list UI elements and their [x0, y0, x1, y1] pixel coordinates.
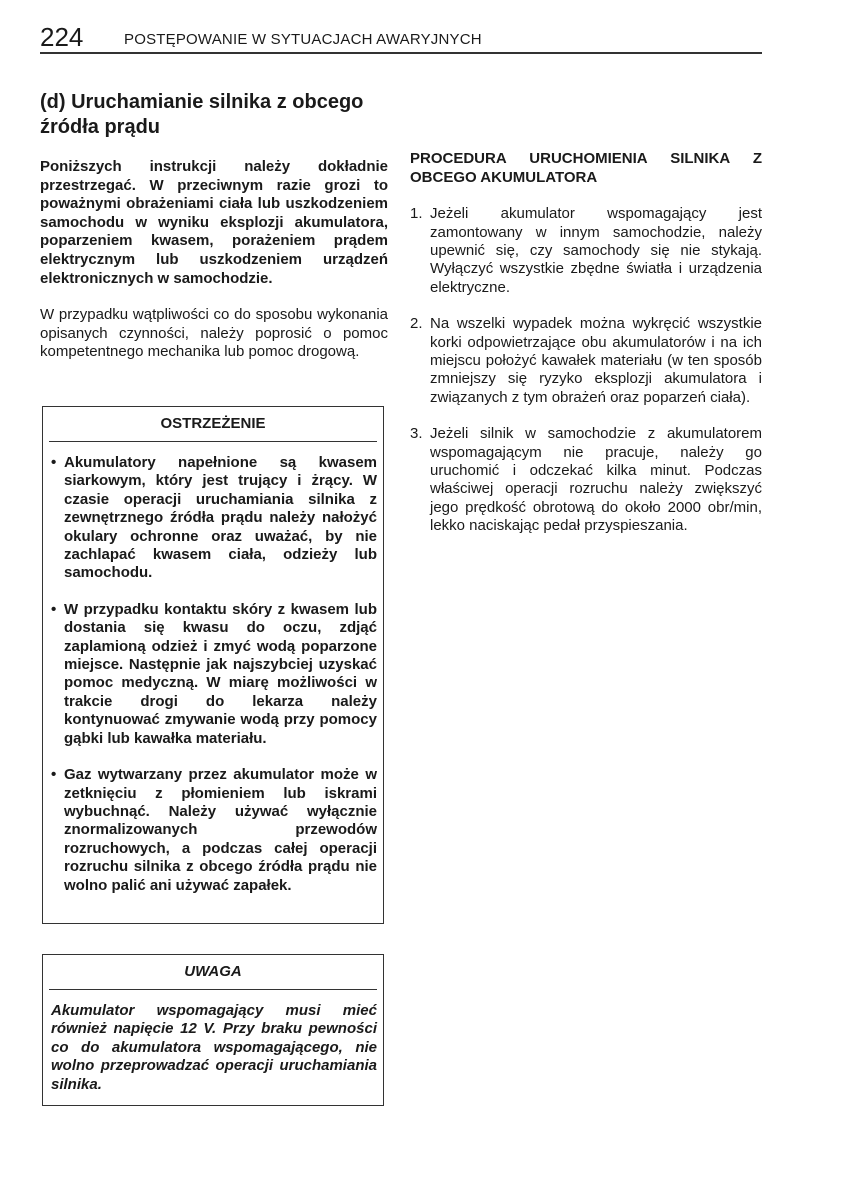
procedure-title: PROCEDURA URUCHOMIENIA SILNIKA Z OBCEGO AKUMULATORA: [410, 150, 762, 186]
warning-item: [51, 454, 377, 583]
left-column: [40, 90, 388, 362]
warning-item-text: W przypadku kontaktu skóry z kwasem lub dostania się kwasu do oczu, zdjąć zaplamioną odzież i zmyć wodą poparzone miejsce. Następnie jak najszybciej uzyskać pomoc medyczną. W miarę możliwości w trakcie drogi do lekarza należy kontynuować zmywanie wodą przy pomocy gąbki lub kawałka materiału.: [64, 600, 377, 747]
intro-bold-paragraph: Poniższych instrukcji należy dokładnie przestrzegać. W przeciwnym razie grozi to poważnymi obrażeniami ciała lub uszkodzeniem samochodu w wyniku eksplozji akumulatora, poparzeniem kwasem, porażeniem prądem elektrycznym lub uszkodzeniem urządzeń elektronicznych w samochodzie.: [40, 158, 388, 287]
intro-paragraph: W przypadku wątpliwości co do sposobu wykonania opisanych czynności, należy poprosić o pomoc kompetentnego mechanika lub pomoc drogową.: [40, 306, 388, 361]
step-text: Jeżeli silnik w samochodzie z akumulatorem wspomagającym nie pracuje, należy go uruchomić i odczekać kilka minut. Podczas właściwej operacji rozruchu należy zwiększyć jego prędkość obrotową do około 2000 obr/min, lekko naciskając pedał przyspieszania.: [430, 425, 762, 535]
procedure-step: [410, 425, 762, 535]
note-box: [42, 954, 384, 1106]
step-number: 2.: [410, 315, 423, 333]
step-number: 1.: [410, 205, 423, 223]
step-text: Na wszelki wypadek można wykręcić wszystkie korki odpowietrzające obu akumulatorów i na ich miejscu położyć kawałek materiału (w ten sposób zmniejszy się ryzyko eksplozji akumulatora i związanych z tym obrażeń oraz poparzeń ciała).: [430, 315, 762, 406]
right-column: [410, 150, 762, 554]
bullet-icon: •: [51, 766, 57, 784]
running-title: POSTĘPOWANIE W SYTUACJACH AWARYJNYCH: [124, 31, 482, 48]
note-body: [43, 990, 383, 1094]
step-text: Jeżeli akumulator wspomagający jest zamontowany w innym samochodzie, należy upewnić się, czy samochody się nie stykają. Wyłączyć wszystkie zbędne światła i urządzenia elektryczne.: [430, 205, 762, 296]
warning-item: [51, 766, 377, 895]
note-title: UWAGA: [49, 955, 377, 990]
warning-box: [42, 406, 384, 924]
procedure-step: [410, 315, 762, 407]
warning-item-text: Gaz wytwarzany przez akumulator może w zetknięciu z płomieniem lub iskrami wybuchnąć. Należy używać wyłącznie znormalizowanych przewodów rozruchowych, a podczas całej operacji rozruchu silnika z obcego źródła prądu nie wolno palić ani używać zapałek.: [64, 766, 377, 894]
warning-title: OSTRZEŻENIE: [49, 407, 377, 442]
bullet-icon: •: [51, 454, 57, 471]
warning-item: [51, 601, 377, 748]
page-header: [40, 22, 762, 54]
section-title: (d) Uruchamianie silnika z obcego źródła prądu: [40, 91, 364, 138]
step-number: 3.: [410, 425, 423, 443]
warning-body: [43, 442, 383, 895]
note-text: Akumulator wspomagający musi mieć również napięcie 12 V. Przy braku pewności co do akumulatora wspomagającego, nie wolno przeprowadzać operacji uruchamiania silnika.: [51, 1002, 377, 1093]
warning-item-text: Akumulatory napełnione są kwasem siarkowym, który jest trujący i żrący. W czasie operacji uruchamiania silnika z zewnętrznego źródła prądu należy nałożyć okulary ochronne oraz uważać, by nie zachlapać kwasem ciała, odzieży lub samochodu.: [64, 454, 377, 582]
page-number: 224: [40, 22, 84, 52]
procedure-step: [410, 205, 762, 297]
bullet-icon: •: [51, 600, 57, 618]
